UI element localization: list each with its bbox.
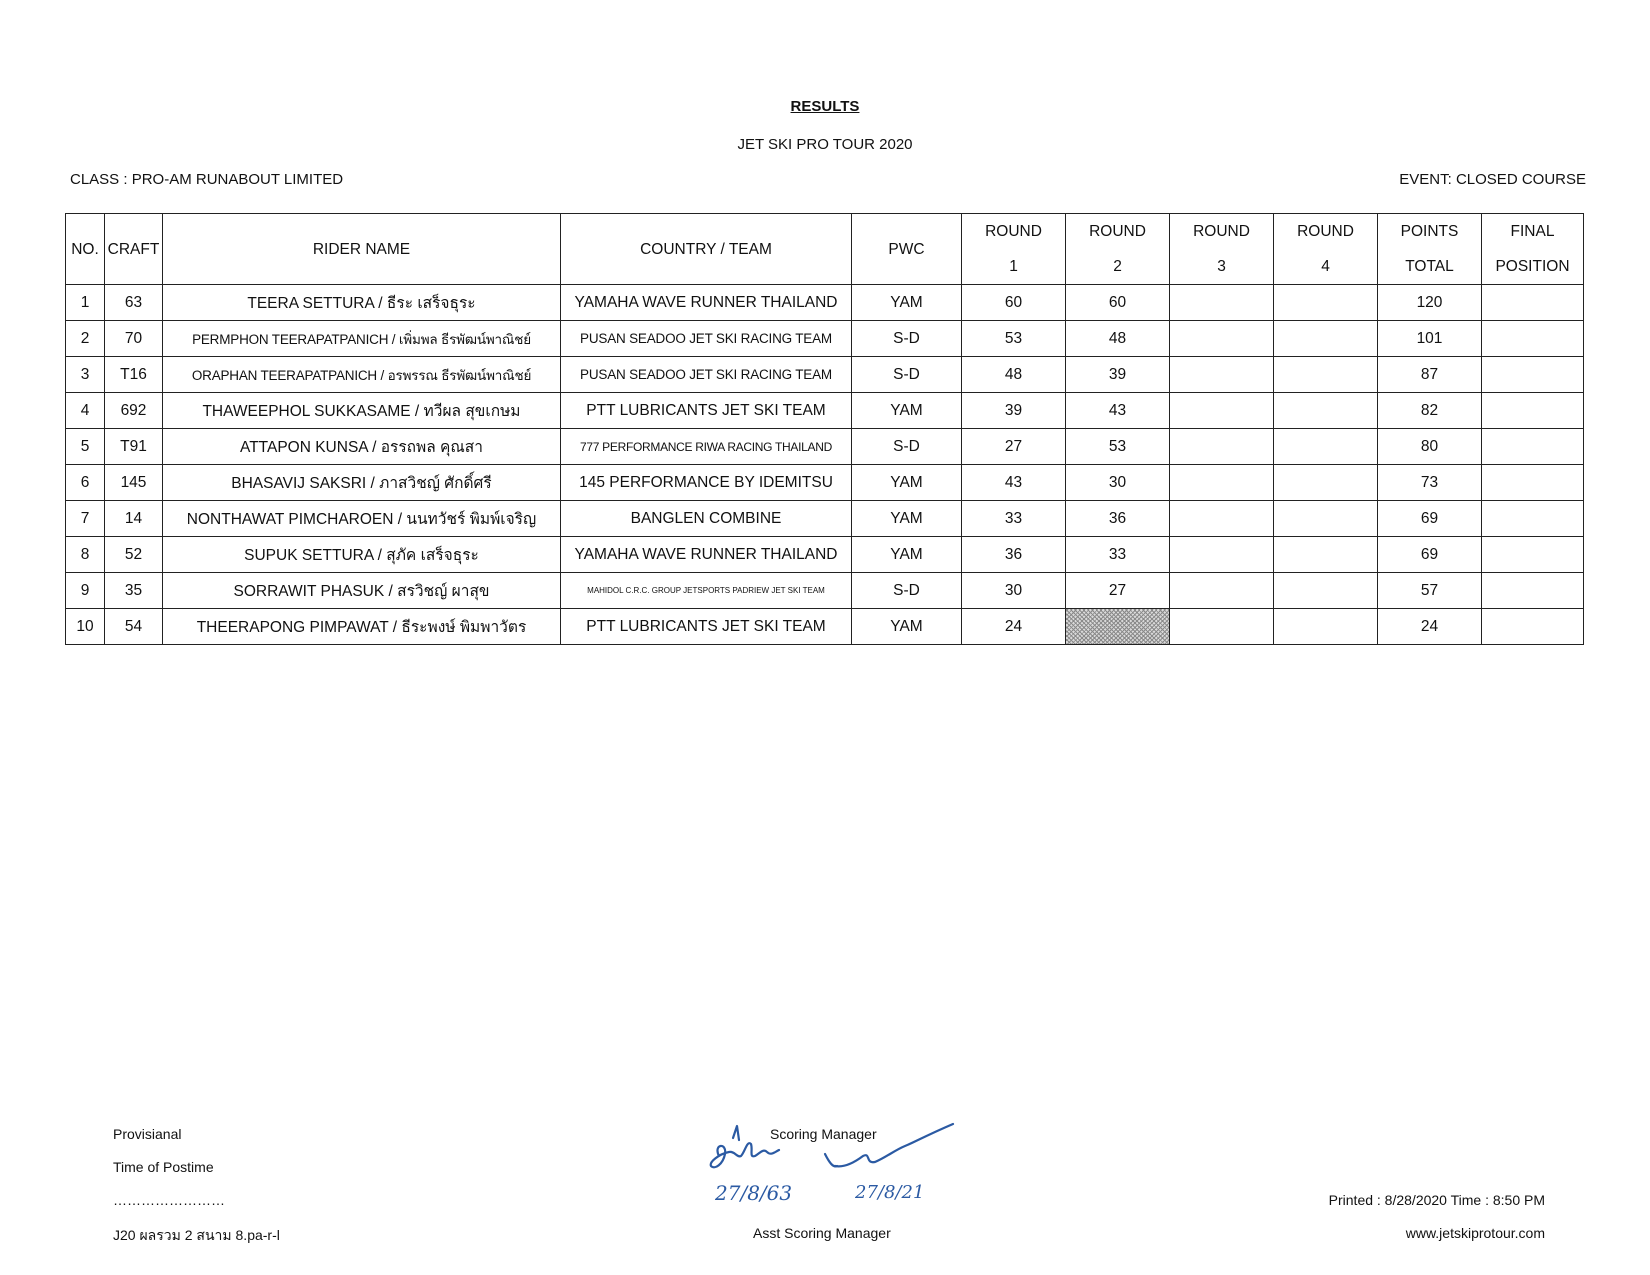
signature-stroke xyxy=(825,1154,837,1166)
cell-pwc: YAM xyxy=(852,393,962,429)
cell-rider: THAWEEPHOL SUKKASAME / ทวีผล สุขเกษม xyxy=(163,393,561,429)
table-header-row xyxy=(66,214,1584,285)
column-header-round-1: ROUND 1 xyxy=(962,214,1066,285)
cell-round-4 xyxy=(1274,393,1378,429)
cell-final-position xyxy=(1482,321,1584,357)
cell-team: PUSAN SEADOO JET SKI RACING TEAM xyxy=(561,321,852,357)
cell-no: 2 xyxy=(66,321,105,357)
cell-points-total: 87 xyxy=(1378,357,1482,393)
cell-team: 777 PERFORMANCE RIWA RACING THAILAND xyxy=(561,429,852,465)
column-header-round-3: ROUND 3 xyxy=(1170,214,1274,285)
signature-date-2: 27/8/21 xyxy=(855,1182,925,1203)
cell-final-position xyxy=(1482,573,1584,609)
table-row xyxy=(66,429,1584,465)
cell-pwc: S-D xyxy=(852,573,962,609)
cell-craft: 63 xyxy=(105,285,163,321)
cell-points-total: 73 xyxy=(1378,465,1482,501)
cell-no: 8 xyxy=(66,537,105,573)
cell-round-3 xyxy=(1170,429,1274,465)
posting-time-blank: …………………… xyxy=(113,1192,225,1208)
cell-points-total: 80 xyxy=(1378,429,1482,465)
table-row xyxy=(66,357,1584,393)
cell-round-2: 27 xyxy=(1066,573,1170,609)
file-code: J20 ผลรวม 2 สนาม 8.pa-r-l xyxy=(113,1227,280,1243)
column-header-rider: RIDER NAME xyxy=(163,214,561,285)
cell-round-4 xyxy=(1274,321,1378,357)
table-row xyxy=(66,393,1584,429)
cell-round-4 xyxy=(1274,357,1378,393)
cell-round-1: 43 xyxy=(962,465,1066,501)
column-header-round-2: ROUND 2 xyxy=(1066,214,1170,285)
cell-round-2-shaded xyxy=(1066,609,1170,645)
column-header-craft: CRAFT xyxy=(105,214,163,285)
cell-team: MAHIDOL C.R.C. GROUP JETSPORTS PADRIEW JET SKI TEAM xyxy=(561,573,852,609)
cell-round-2: 33 xyxy=(1066,537,1170,573)
cell-round-2: 53 xyxy=(1066,429,1170,465)
cell-no: 9 xyxy=(66,573,105,609)
cell-round-1: 39 xyxy=(962,393,1066,429)
cell-pwc: S-D xyxy=(852,321,962,357)
cell-round-1: 53 xyxy=(962,321,1066,357)
cell-round-3 xyxy=(1170,393,1274,429)
cell-round-1: 60 xyxy=(962,285,1066,321)
cell-rider: TEERA SETTURA / ธีระ เสร็จธุระ xyxy=(163,285,561,321)
signature-stroke xyxy=(835,1124,953,1166)
table-row xyxy=(66,321,1584,357)
table-row xyxy=(66,537,1584,573)
cell-pwc: S-D xyxy=(852,429,962,465)
printed-timestamp: Printed : 8/28/2020 Time : 8:50 PM xyxy=(1328,1192,1545,1208)
cell-round-3 xyxy=(1170,501,1274,537)
cell-pwc: YAM xyxy=(852,501,962,537)
cell-round-4 xyxy=(1274,501,1378,537)
cell-team: YAMAHA WAVE RUNNER THAILAND xyxy=(561,285,852,321)
cell-no: 10 xyxy=(66,609,105,645)
signature-stroke xyxy=(711,1143,779,1167)
event-series-title: JET SKI PRO TOUR 2020 xyxy=(737,136,913,153)
cell-craft: 52 xyxy=(105,537,163,573)
provisional-label: Provisianal xyxy=(113,1126,182,1142)
cell-final-position xyxy=(1482,357,1584,393)
cell-final-position xyxy=(1482,285,1584,321)
cell-round-4 xyxy=(1274,285,1378,321)
cell-rider: THEERAPONG PIMPAWAT / ธีระพงษ์ พิมพาวัตร xyxy=(163,609,561,645)
cell-round-1: 48 xyxy=(962,357,1066,393)
cell-round-4 xyxy=(1274,609,1378,645)
website-url: www.jetskiprotour.com xyxy=(1405,1225,1545,1241)
cell-round-1: 24 xyxy=(962,609,1066,645)
cell-no: 1 xyxy=(66,285,105,321)
cell-round-2: 43 xyxy=(1066,393,1170,429)
cell-round-3 xyxy=(1170,357,1274,393)
table-row xyxy=(66,285,1584,321)
asst-scoring-manager-label: Asst Scoring Manager xyxy=(753,1225,891,1241)
cell-round-4 xyxy=(1274,537,1378,573)
cell-pwc: S-D xyxy=(852,357,962,393)
cell-team: 145 PERFORMANCE BY IDEMITSU xyxy=(561,465,852,501)
cell-final-position xyxy=(1482,609,1584,645)
cell-round-2: 30 xyxy=(1066,465,1170,501)
cell-craft: T16 xyxy=(105,357,163,393)
page-title: RESULTS xyxy=(790,98,860,115)
cell-round-4 xyxy=(1274,429,1378,465)
cell-craft: 54 xyxy=(105,609,163,645)
cell-round-3 xyxy=(1170,537,1274,573)
cell-rider: NONTHAWAT PIMCHAROEN / นนทวัชร์ พิมพ์เจริญ xyxy=(163,501,561,537)
cell-pwc: YAM xyxy=(852,537,962,573)
table-row xyxy=(66,573,1584,609)
cell-points-total: 69 xyxy=(1378,501,1482,537)
cell-craft: 692 xyxy=(105,393,163,429)
cell-round-4 xyxy=(1274,573,1378,609)
cell-no: 6 xyxy=(66,465,105,501)
column-header-team: COUNTRY / TEAM xyxy=(561,214,852,285)
cell-pwc: YAM xyxy=(852,285,962,321)
cell-craft: 14 xyxy=(105,501,163,537)
cell-round-1: 33 xyxy=(962,501,1066,537)
cell-round-2: 60 xyxy=(1066,285,1170,321)
scoring-manager-label: Scoring Manager xyxy=(770,1126,877,1142)
cell-round-3 xyxy=(1170,321,1274,357)
cell-craft: 35 xyxy=(105,573,163,609)
signature-date-1: 27/8/63 xyxy=(715,1181,793,1205)
cell-craft: 70 xyxy=(105,321,163,357)
column-header-pwc: PWC xyxy=(852,214,962,285)
cell-team: BANGLEN COMBINE xyxy=(561,501,852,537)
cell-round-3 xyxy=(1170,465,1274,501)
time-of-posting-label: Time of Postime xyxy=(113,1159,214,1175)
column-header-final-position: FINAL POSITION xyxy=(1482,214,1584,285)
signature-stroke xyxy=(733,1126,739,1140)
column-header-points-total: POINTS TOTAL xyxy=(1378,214,1482,285)
cell-round-2: 36 xyxy=(1066,501,1170,537)
cell-points-total: 101 xyxy=(1378,321,1482,357)
event-label: EVENT: CLOSED COURSE xyxy=(1399,171,1586,188)
cell-final-position xyxy=(1482,393,1584,429)
cell-round-3 xyxy=(1170,285,1274,321)
cell-no: 7 xyxy=(66,501,105,537)
cell-round-1: 27 xyxy=(962,429,1066,465)
cell-points-total: 57 xyxy=(1378,573,1482,609)
signatures xyxy=(705,1118,955,1218)
cell-team: PTT LUBRICANTS JET SKI TEAM xyxy=(561,393,852,429)
cell-points-total: 69 xyxy=(1378,537,1482,573)
cell-round-3 xyxy=(1170,573,1274,609)
cell-round-2: 48 xyxy=(1066,321,1170,357)
cell-round-1: 30 xyxy=(962,573,1066,609)
cell-points-total: 24 xyxy=(1378,609,1482,645)
cell-round-4 xyxy=(1274,465,1378,501)
cell-final-position xyxy=(1482,465,1584,501)
cell-final-position xyxy=(1482,429,1584,465)
cell-no: 4 xyxy=(66,393,105,429)
cell-pwc: YAM xyxy=(852,609,962,645)
cell-rider: ATTAPON KUNSA / อรรถพล คุณสา xyxy=(163,429,561,465)
results-table xyxy=(65,213,1584,645)
cell-rider: ORAPHAN TEERAPATPANICH / อรพรรณ ธีรพัฒน์พาณิชย์ xyxy=(163,357,561,393)
cell-rider: BHASAVIJ SAKSRI / ภาสวิชญ์ ศักดิ์ศรี xyxy=(163,465,561,501)
cell-rider: SUPUK SETTURA / สุภัค เสร็จธุระ xyxy=(163,537,561,573)
cell-final-position xyxy=(1482,537,1584,573)
cell-round-1: 36 xyxy=(962,537,1066,573)
class-label: CLASS : PRO-AM RUNABOUT LIMITED xyxy=(70,171,344,188)
cell-points-total: 82 xyxy=(1378,393,1482,429)
table-row xyxy=(66,609,1584,645)
cell-no: 3 xyxy=(66,357,105,393)
table-row xyxy=(66,501,1584,537)
cell-team: PTT LUBRICANTS JET SKI TEAM xyxy=(561,609,852,645)
cell-rider: SORRAWIT PHASUK / สรวิชญ์ ผาสุข xyxy=(163,573,561,609)
column-header-no: NO. xyxy=(66,214,105,285)
cell-pwc: YAM xyxy=(852,465,962,501)
cell-team: YAMAHA WAVE RUNNER THAILAND xyxy=(561,537,852,573)
cell-round-3 xyxy=(1170,609,1274,645)
cell-points-total: 120 xyxy=(1378,285,1482,321)
cell-round-2: 39 xyxy=(1066,357,1170,393)
cell-final-position xyxy=(1482,501,1584,537)
table-row xyxy=(66,465,1584,501)
cell-no: 5 xyxy=(66,429,105,465)
column-header-round-4: ROUND 4 xyxy=(1274,214,1378,285)
cell-rider: PERMPHON TEERAPATPANICH / เพิ่มพล ธีรพัฒน์พาณิชย์ xyxy=(163,321,561,357)
cell-craft: 145 xyxy=(105,465,163,501)
cell-craft: T91 xyxy=(105,429,163,465)
cell-team: PUSAN SEADOO JET SKI RACING TEAM xyxy=(561,357,852,393)
